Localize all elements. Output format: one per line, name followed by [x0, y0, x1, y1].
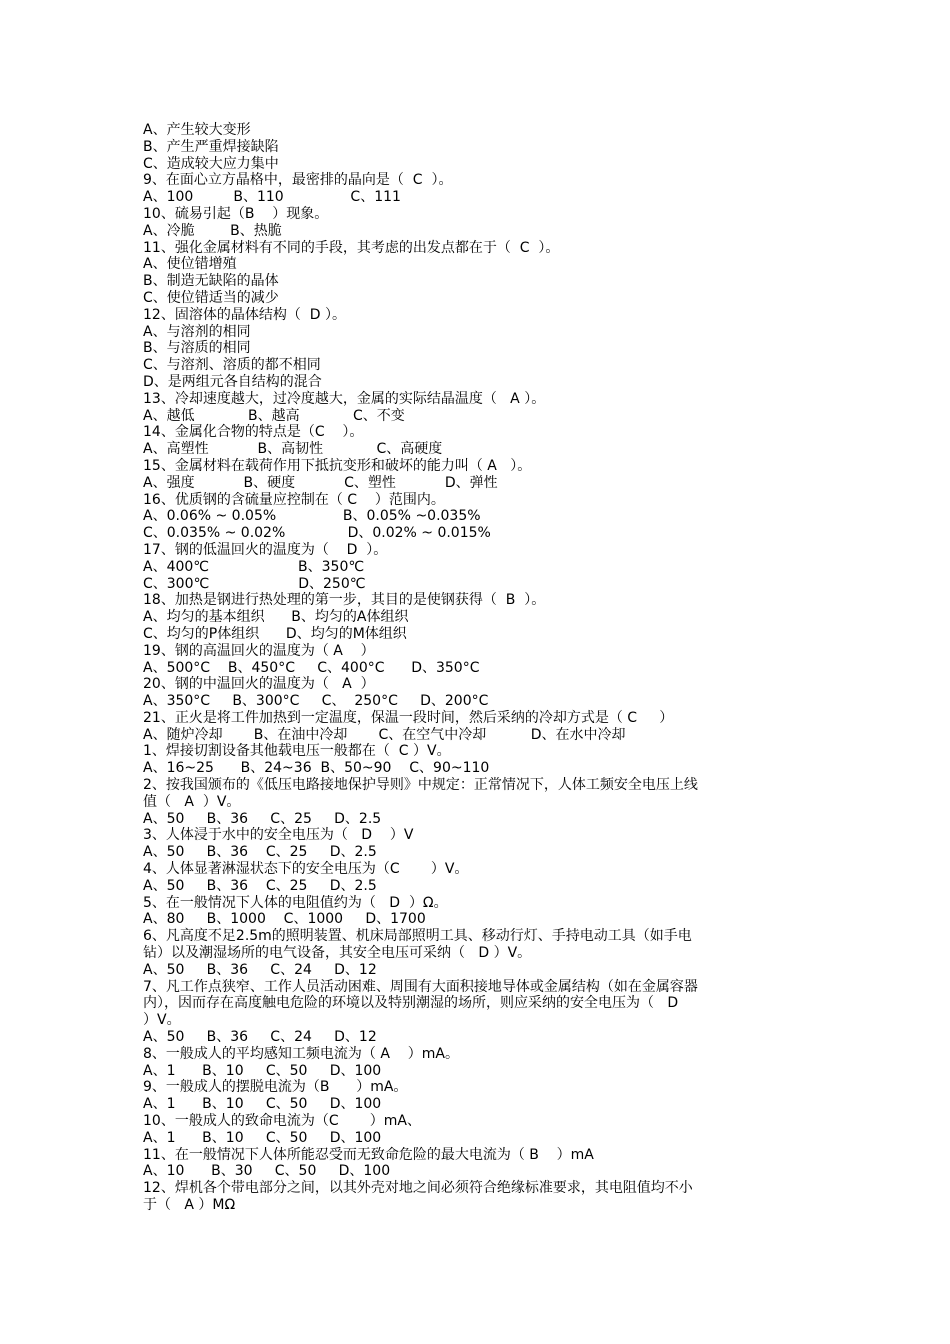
- options-line: A、500°C B、450°C C、400°C D、350°C: [143, 659, 480, 676]
- options-line: A、50 B、36 C、25 D、2.5: [143, 877, 377, 894]
- text-line: C、与溶剂、溶质的都不相同: [143, 357, 321, 374]
- question-line-continued: 钻）以及潮湿场所的电气设备，其安全电压可采纳（ D ）V。: [143, 945, 532, 962]
- text-line: C、造成较大应力集中: [143, 155, 279, 172]
- options-line: A、50 B、36 C、25 D、2.5: [143, 844, 377, 861]
- options-line: A、越低 B、越高 C、不变: [143, 407, 405, 424]
- text-line: C、使位错适当的减少: [143, 289, 279, 306]
- question-line: 4、人体显著淋湿状态下的安全电压为（C ）V。: [143, 861, 469, 878]
- text-line: A、与溶剂的相同: [143, 323, 251, 340]
- options-line: A、350°C B、300°C C、 250°C D、200°C: [143, 693, 489, 710]
- question-line: 15、金属材料在载荷作用下抵抗变形和破坏的能力叫（ A ）。: [143, 457, 532, 474]
- question-line: 17、钢的低温回火的温度为（ D ）。: [143, 541, 388, 558]
- options-line: A、均匀的基本组织 B、均匀的A体组织: [143, 609, 409, 626]
- question-line: 20、钢的中温回火的温度为（ A ）: [143, 676, 375, 693]
- options-line: A、100 B、110 C、111: [143, 189, 401, 206]
- question-line: 19、钢的高温回火的温度为（ A ）: [143, 642, 375, 659]
- question-line: 11、强化金属材料有不同的手段，其考虑的出发点都在于（ C ）。: [143, 239, 560, 256]
- question-line-continued: ）V。: [143, 1012, 181, 1029]
- options-line: A、1 B、10 C、50 D、100: [143, 1062, 382, 1079]
- question-line: 3、人体浸于水中的安全电压为（ D ）V: [143, 827, 414, 844]
- text-line: B、制造无缺陷的晶体: [143, 273, 279, 290]
- question-line: 11、在一般情况下人体所能忍受而无致命危险的最大电流为（ B ）mA: [143, 1146, 594, 1163]
- options-line: A、1 B、10 C、50 D、100: [143, 1096, 382, 1113]
- options-line: C、0.035% ~ 0.02% D、0.02% ~ 0.015%: [143, 525, 491, 542]
- question-line: 1、焊接切割设备其他载电压一般都在（ C ）V。: [143, 743, 451, 760]
- text-line: B、与溶质的相同: [143, 340, 251, 357]
- options-line: A、16~25 B、24~36 B、50~90 C、90~110: [143, 760, 490, 777]
- options-line: A、0.06% ~ 0.05% B、0.05% ~0.035%: [143, 508, 481, 525]
- options-line: A、1 B、10 C、50 D、100: [143, 1129, 382, 1146]
- options-line: A、强度 B、硬度 C、塑性 D、弹性: [143, 474, 498, 491]
- document-page: [143, 122, 823, 1214]
- options-line: A、随炉冷却 B、在油中冷却 C、在空气中冷却 D、在水中冷却: [143, 726, 626, 743]
- options-line: A、400℃ B、350℃: [143, 558, 365, 575]
- text-line: B、产生严重焊接缺陷: [143, 138, 279, 155]
- options-line: A、10 B、30 C、50 D、100: [143, 1163, 391, 1180]
- options-line: A、50 B、36 C、24 D、12: [143, 1029, 377, 1046]
- options-line: A、80 B、1000 C、1000 D、1700: [143, 911, 426, 928]
- options-line: A、50 B、36 C、24 D、12: [143, 961, 377, 978]
- question-line: 5、在一般情况下人体的电阻值约为（ D ）Ω。: [143, 894, 448, 911]
- question-line: 10、一般成人的致命电流为（C ）mA、: [143, 1113, 421, 1130]
- question-line: 2、按我国颁布的《低压电路接地保护导则》中规定：正常情况下，人体工频安全电压上线: [143, 777, 698, 794]
- question-line-continued: 值（ A ）V。: [143, 793, 241, 810]
- text-line: D、是两组元各自结构的混合: [143, 373, 322, 390]
- question-line: 16、优质钢的含硫量应控制在（ C ）范围内。: [143, 491, 445, 508]
- question-line: 9、一般成人的摆脱电流为（B ）mA。: [143, 1079, 408, 1096]
- options-line: C、300℃ D、250℃: [143, 575, 366, 592]
- question-line: 10、硫易引起（B ）现象。: [143, 205, 329, 222]
- options-line: C、均匀的P体组织 D、均匀的M体组织: [143, 625, 407, 642]
- question-line: 12、固溶体的晶体结构（ D ）。: [143, 306, 346, 323]
- options-line: A、高塑性 B、高韧性 C、高硬度: [143, 441, 443, 458]
- options-line: A、冷脆 B、热脆: [143, 222, 282, 239]
- question-line: 18、加热是钢进行热处理的第一步，其目的是使钢获得（ B ）。: [143, 592, 546, 609]
- question-line: 6、凡高度不足2.5m的照明装置、机床局部照明工具、移动行灯、手持电动工具（如手电: [143, 928, 692, 945]
- question-line: 14、金属化合物的特点是（C ）。: [143, 424, 364, 441]
- text-line: A、产生较大变形: [143, 122, 251, 138]
- question-line-continued: 内），因而存在高度触电危险的环境以及特别潮湿的场所，则应采纳的安全电压为（ D: [143, 995, 679, 1012]
- question-line: 7、凡工作点狭窄、工作人员活动困难、周围有大面积接地导体或金属结构（如在金属容器: [143, 978, 698, 995]
- question-line: 21、正火是将工件加热到一定温度，保温一段时间，然后采纳的冷却方式是（ C ）: [143, 709, 674, 726]
- question-line: 13、冷却速度越大，过冷度越大，金属的实际结晶温度（ A ）。: [143, 390, 546, 407]
- question-line-continued: 于（ A ）MΩ: [143, 1197, 236, 1213]
- options-line: A、50 B、36 C、25 D、2.5: [143, 810, 382, 827]
- question-line: 8、一般成人的平均感知工频电流为（ A ）mA。: [143, 1045, 459, 1062]
- question-line: 9、在面心立方晶格中，最密排的晶向是（ C ）。: [143, 172, 453, 189]
- text-line: A、使位错增殖: [143, 256, 237, 273]
- question-line: 12、焊机各个带电部分之间，以其外壳对地之间必须符合绝缘标准要求，其电阻值均不小: [143, 1180, 693, 1197]
